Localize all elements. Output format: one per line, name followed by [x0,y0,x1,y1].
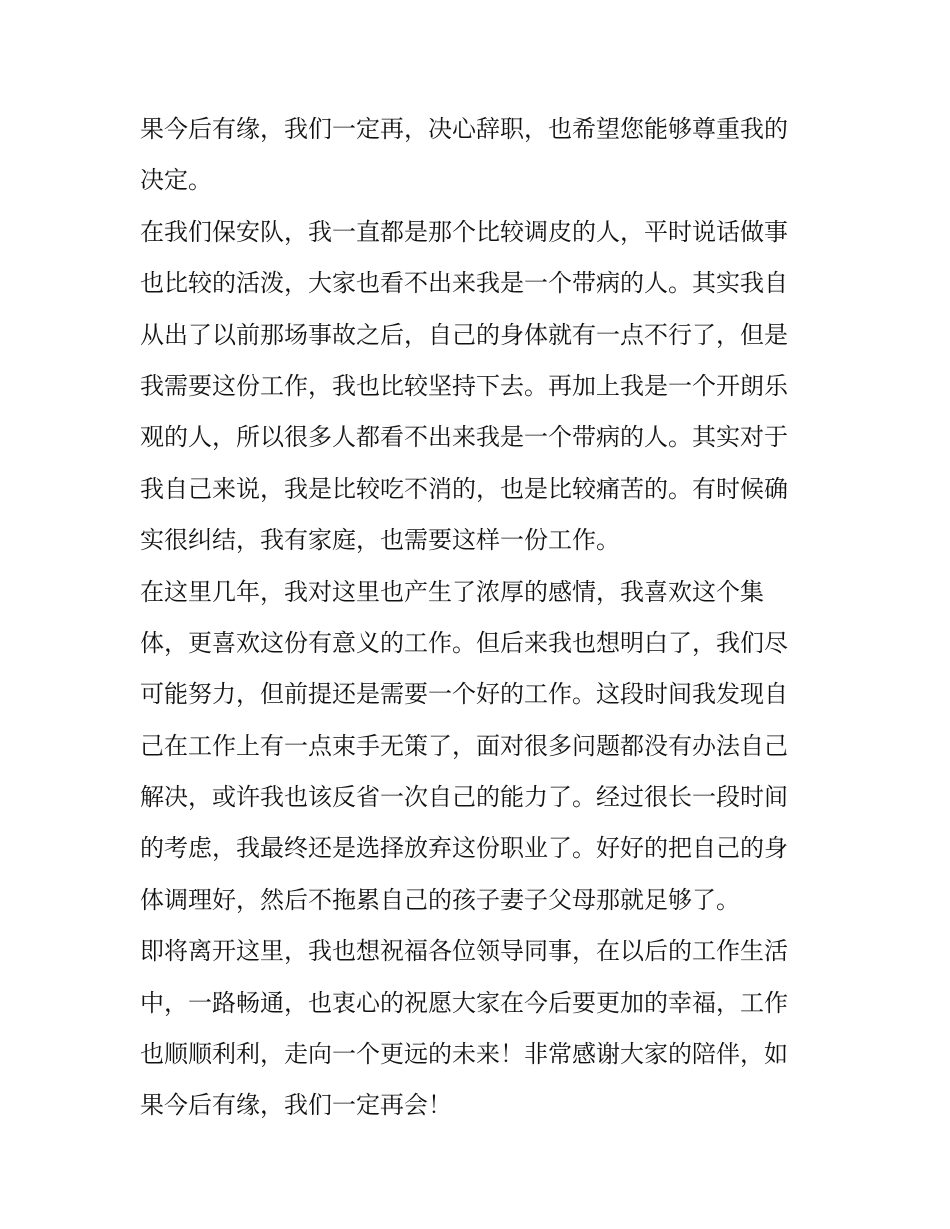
text-line: 我需要这份工作，我也比较坚持下去。再加上我是一个开朗乐 [140,371,788,400]
text-line: 体调理好，然后不拖累自己的孩子妻子父母那就足够了。 [140,885,740,914]
text-line: 可能努力，但前提还是需要一个好的工作。这段时间我发现自 [140,680,788,709]
text-line: 实很纠结，我有家庭，也需要这样一份工作。 [140,526,620,555]
text-line: 在我们保安队，我一直都是那个比较调皮的人，平时说话做事 [140,217,788,246]
body-text [140,104,820,1132]
text-line: 体，更喜欢这份有意义的工作。但后来我也想明白了，我们尽 [140,628,788,657]
text-line: 从出了以前那场事故之后，自己的身体就有一点不行了，但是 [140,320,788,349]
text-line: 也比较的活泼，大家也看不出来我是一个带病的人。其实我自 [140,269,788,298]
text-line: 决定。 [140,166,212,195]
text-line: 果今后有缘，我们一定再，决心辞职，也希望您能够尊重我的 [140,115,788,143]
text-line: 解决，或许我也该反省一次自己的能力了。经过很长一段时间 [140,783,788,812]
text-line: 果今后有缘，我们一定再会！ [140,1091,452,1120]
text-line: 我自己来说，我是比较吃不消的，也是比较痛苦的。有时候确 [140,474,788,503]
text-line: 观的人，所以很多人都看不出来我是一个带病的人。其实对于 [140,423,788,452]
text-line: 中，一路畅通，也衷心的祝愿大家在今后要更加的幸福，工作 [140,988,788,1017]
text-line: 也顺顺利利，走向一个更远的未来！非常感谢大家的陪伴，如 [140,1040,788,1069]
text-line: 己在工作上有一点束手无策了，面对很多问题都没有办法自己 [140,731,788,760]
text-line: 的考虑，我最终还是选择放弃这份职业了。好好的把自己的身 [140,834,788,863]
text-line: 在这里几年，我对这里也产生了浓厚的感情，我喜欢这个集 [140,577,764,606]
text-line: 即将离开这里，我也想祝福各位领导同事，在以后的工作生活 [140,937,788,966]
